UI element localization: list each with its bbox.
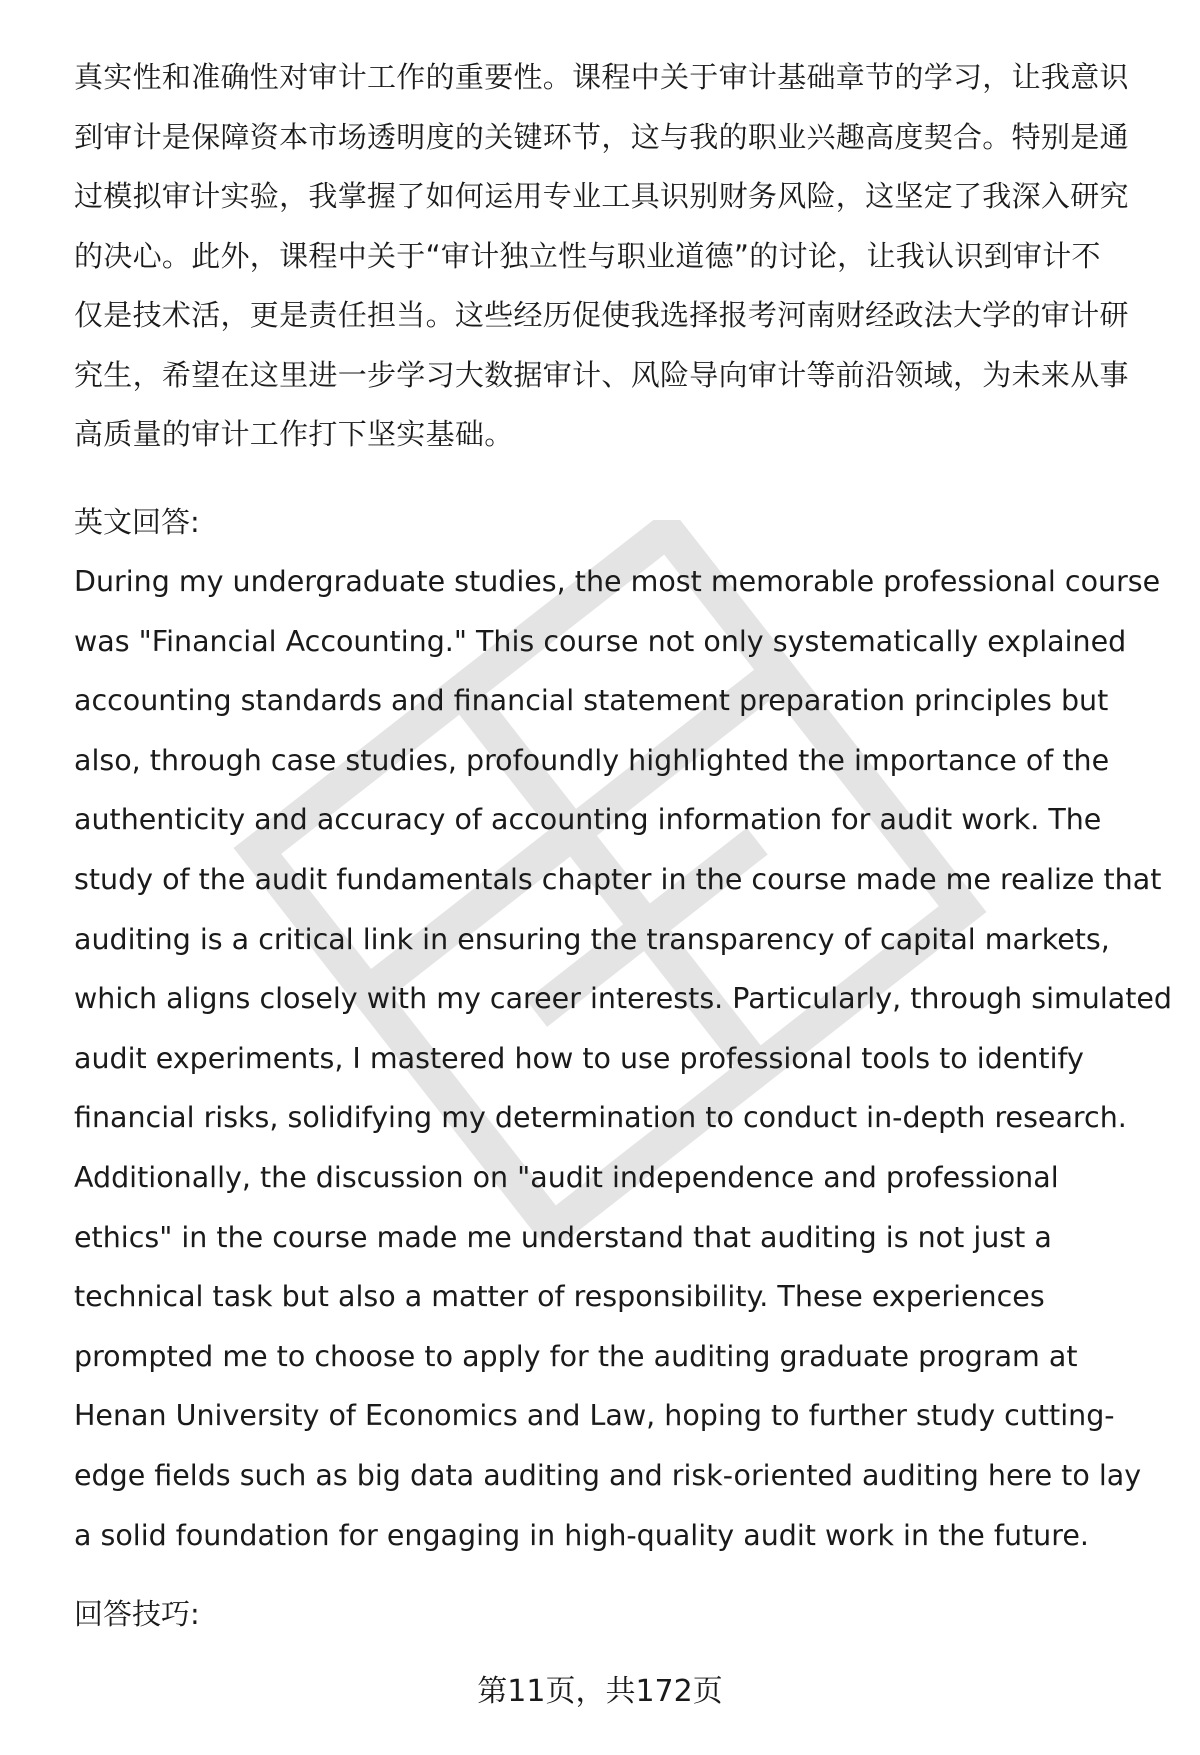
text-line: also, through case studies, profoundly highlighted the importance of the: [74, 743, 1110, 777]
text-line: which aligns closely with my career interests. Particularly, through simulated: [74, 982, 1173, 1016]
english-answer-paragraph: [74, 552, 1173, 1565]
text-line: a solid foundation for engaging in high-quality audit work in the future.: [74, 1518, 1089, 1552]
text-line: 到审计是保障资本市场透明度的关键环节，这与我的职业兴趣高度契合。特别是通: [74, 119, 1129, 154]
text-line: prompted me to choose to apply for the auditing graduate program at: [74, 1339, 1078, 1373]
text-line: During my undergraduate studies, the most memorable professional course: [74, 565, 1161, 598]
text-line: Henan University of Economics and Law, hoping to further study cutting-: [74, 1399, 1115, 1433]
text-line: auditing is a critical link in ensuring the transparency of capital markets,: [74, 922, 1110, 956]
answer-tips-heading: 回答技巧:: [74, 1597, 200, 1632]
text-line: edge fields such as big data auditing and risk-oriented auditing here to lay: [74, 1458, 1142, 1492]
text-line: 过模拟审计实验，我掌握了如何运用专业工具识别财务风险，这坚定了我深入研究: [74, 179, 1129, 213]
page-content: [74, 48, 1173, 1645]
text-line: 仅是技术活，更是责任担当。这些经历促使我选择报考河南财经政法大学的审计研: [74, 298, 1129, 332]
text-line: Additionally, the discussion on "audit independence and professional: [74, 1160, 1059, 1194]
text-line: financial risks, solidifying my determination to conduct in-depth research.: [74, 1101, 1127, 1135]
text-line: was "Financial Accounting." This course not only systematically explained: [74, 624, 1127, 658]
text-line: technical task but also a matter of responsibility. These experiences: [74, 1280, 1045, 1314]
text-line: 真实性和准确性对审计工作的重要性。课程中关于审计基础章节的学习，让我意识: [74, 60, 1129, 94]
text-line: study of the audit fundamentals chapter in the course made me realize that: [74, 862, 1162, 896]
chinese-answer-paragraph: [74, 48, 1156, 465]
text-line: 究生，希望在这里进一步学习大数据审计、风险导向审计等前沿领域，为未来从事: [74, 357, 1129, 392]
text-line: audit experiments, I mastered how to use professional tools to identify: [74, 1041, 1084, 1075]
english-answer-heading: 英文回答:: [74, 504, 200, 539]
text-line: authenticity and accuracy of accounting information for audit work. The: [74, 803, 1102, 837]
text-line: 高质量的审计工作打下坚实基础。: [74, 417, 514, 451]
text-line: ethics" in the course made me understand that auditing is not just a: [74, 1220, 1052, 1254]
text-line: accounting standards and financial statement preparation principles but: [74, 684, 1109, 718]
page-number-footer: 第11页，共172页: [477, 1674, 723, 1709]
text-line: 的决心。此外，课程中关于“审计独立性与职业道德”的讨论，让我认识到审计不: [74, 238, 1101, 273]
